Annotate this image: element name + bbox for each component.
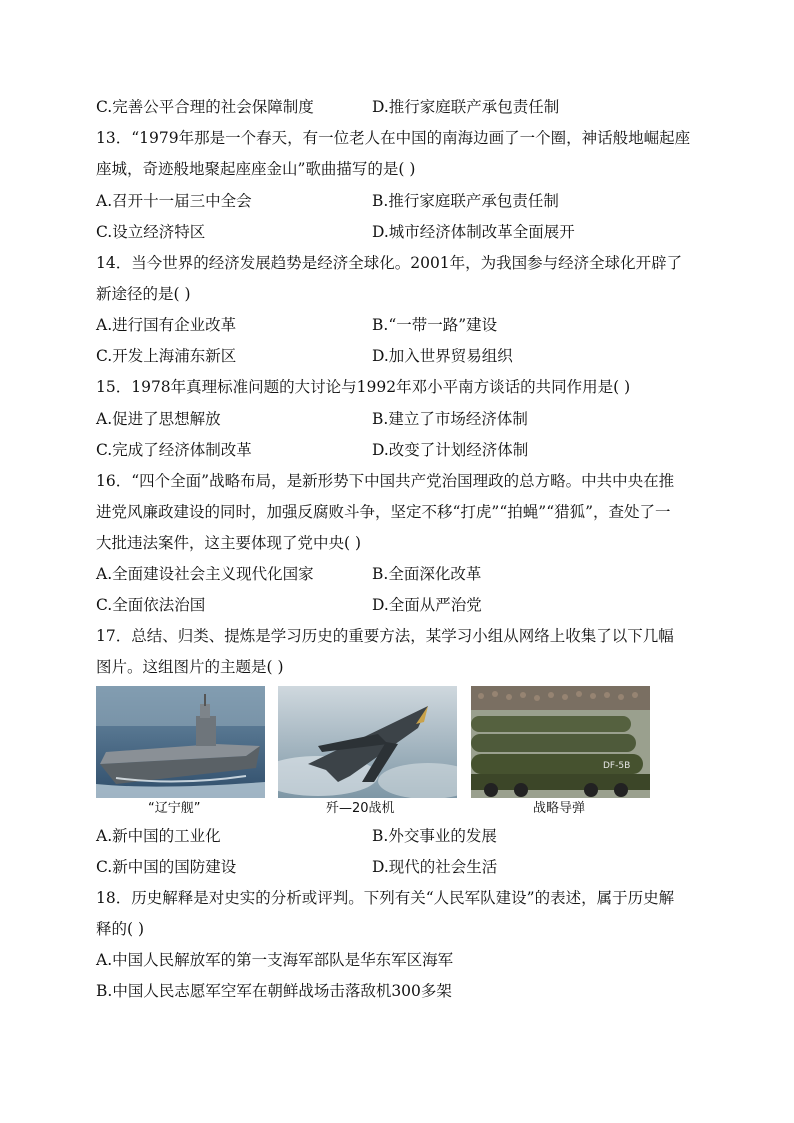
q15-option-c: C.完成了经济体制改革 bbox=[96, 441, 252, 459]
caption-missile: 战略导弹 bbox=[533, 801, 586, 816]
q15-option-b: B.建立了市场经济体制 bbox=[372, 410, 528, 428]
caption-j20: 歼—20战机 bbox=[326, 801, 395, 816]
q14-stem-line1: 14．当今世界的经济发展趋势是经济全球化。2001年，为我国参与经济全球化开辟了 bbox=[96, 254, 683, 272]
q16-stem-line2: 进党风廉政建设的同时，加强反腐败斗争，坚定不移“打虎”“拍蝇”“猎狐”，查处了一 bbox=[96, 503, 671, 521]
q18-stem-line2: 释的( ) bbox=[96, 920, 145, 938]
q17-stem-line1: 17．总结、归类、提炼是学习历史的重要方法，某学习小组从网络上收集了以下几幅 bbox=[96, 627, 674, 645]
q14-option-c: C.开发上海浦东新区 bbox=[96, 347, 237, 365]
q13-stem-line2: 座城，奇迹般地聚起座座金山”歌曲描写的是( ) bbox=[96, 160, 416, 178]
caption-liaoning: “辽宁舰” bbox=[148, 801, 201, 816]
q12-option-c: C.完善公平合理的社会保障制度 bbox=[96, 98, 314, 116]
q15-option-a: A.促进了思想解放 bbox=[96, 410, 221, 428]
q13-option-c: C.设立经济特区 bbox=[96, 223, 206, 241]
q14-option-b: B.“一带一路”建设 bbox=[372, 316, 498, 334]
q13-option-d: D.城市经济体制改革全面展开 bbox=[372, 223, 575, 241]
q16-option-a: A.全面建设社会主义现代化国家 bbox=[96, 565, 314, 583]
fighter-illustration bbox=[278, 686, 457, 798]
q18-stem-line1: 18．历史解释是对史实的分析或评判。下列有关“人民军队建设”的表述，属于历史解 bbox=[96, 889, 675, 907]
missile-illustration bbox=[471, 686, 650, 798]
q14-stem-line2: 新途径的是( ) bbox=[96, 285, 191, 303]
q13-stem-line1: 13．“1979年那是一个春天，有一位老人在中国的南海边画了一个圈，神话般地崛起座 bbox=[96, 129, 691, 147]
q12-option-d: D.推行家庭联产承包责任制 bbox=[372, 98, 560, 116]
q17-stem-line2: 图片。这组图片的主题是( ) bbox=[96, 658, 284, 676]
liaoning-carrier-photo bbox=[96, 686, 265, 798]
q16-option-d: D.全面从严治党 bbox=[372, 596, 482, 614]
q16-stem-line3: 大批违法案件，这主要体现了党中央( ) bbox=[96, 534, 362, 552]
q18-option-a: A.中国人民解放军的第一支海军部队是华东军区海军 bbox=[96, 951, 454, 969]
q15-stem-line1: 15．1978年真理标准问题的大讨论与1992年邓小平南方谈话的共同作用是( ) bbox=[96, 378, 631, 396]
q16-stem-line1: 16．“四个全面”战略布局，是新形势下中国共产党治国理政的总方略。中共中央在推 bbox=[96, 472, 675, 490]
j20-fighter-photo bbox=[278, 686, 457, 798]
q18-option-b: B.中国人民志愿军空军在朝鲜战场击落敌机300多架 bbox=[96, 982, 452, 1000]
q17-option-d: D.现代的社会生活 bbox=[372, 858, 498, 876]
q13-option-a: A.召开十一届三中全会 bbox=[96, 192, 252, 210]
missile-label: DF-5B bbox=[603, 761, 631, 771]
q15-option-d: D.改变了计划经济体制 bbox=[372, 441, 529, 459]
carrier-illustration bbox=[96, 686, 265, 798]
q17-option-c: C.新中国的国防建设 bbox=[96, 858, 237, 876]
q13-option-b: B.推行家庭联产承包责任制 bbox=[372, 192, 559, 210]
q16-option-b: B.全面深化改革 bbox=[372, 565, 482, 583]
q14-option-d: D.加入世界贸易组织 bbox=[372, 347, 513, 365]
q14-option-a: A.进行国有企业改革 bbox=[96, 316, 237, 334]
q17-option-b: B.外交事业的发展 bbox=[372, 827, 497, 845]
strategic-missile-photo bbox=[471, 686, 650, 798]
q17-option-a: A.新中国的工业化 bbox=[96, 827, 221, 845]
q16-option-c: C.全面依法治国 bbox=[96, 596, 206, 614]
